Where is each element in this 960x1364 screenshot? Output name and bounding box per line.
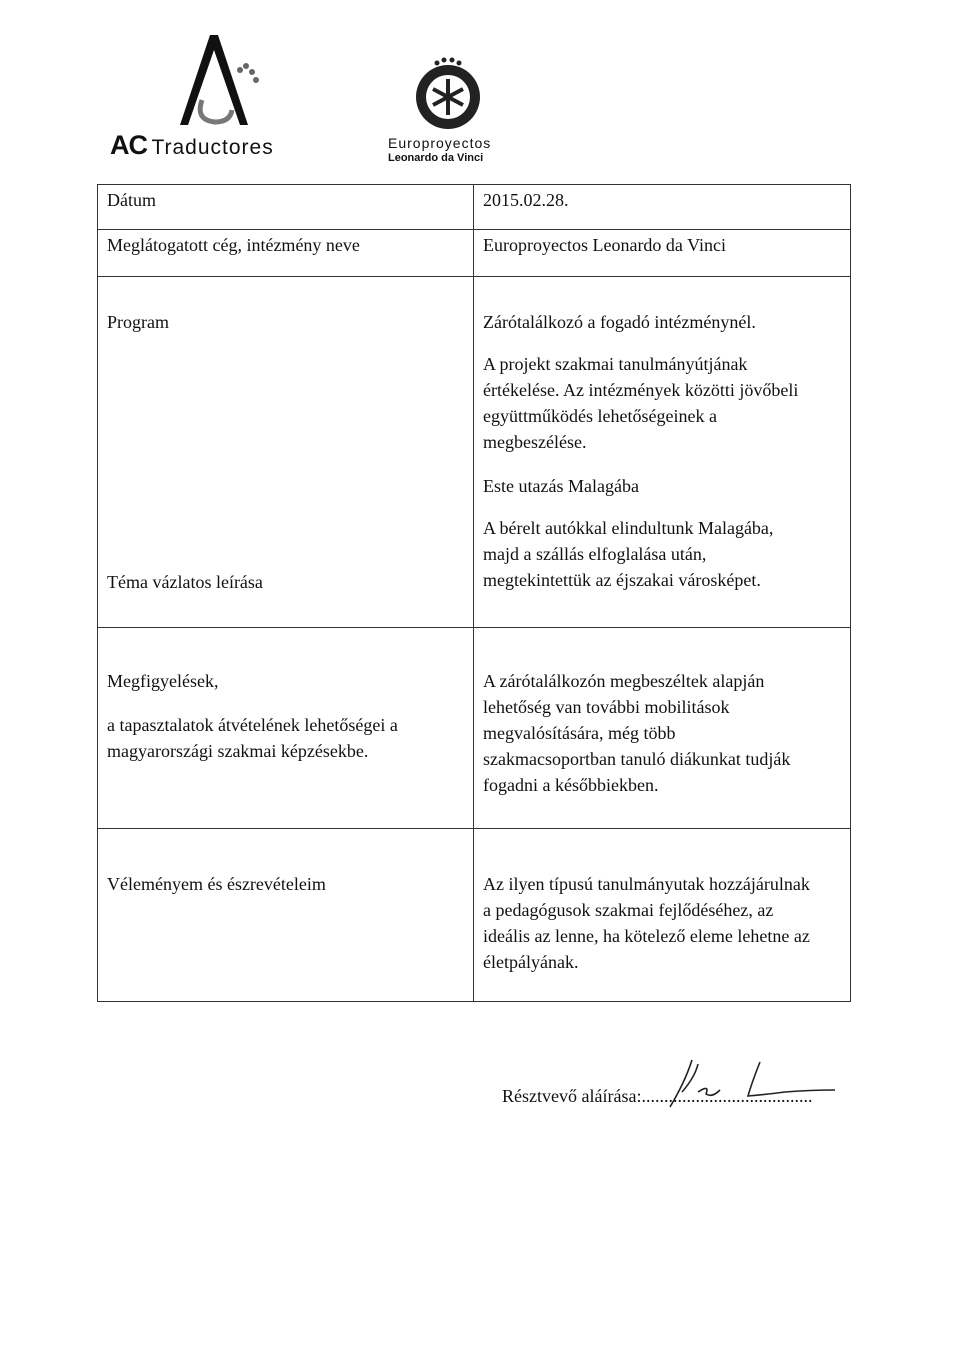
- program-label: Program: [107, 312, 169, 332]
- megfigyelesek-value-line: lehetőség van további mobilitások: [483, 697, 730, 717]
- megfigyelesek-label2: [107, 712, 398, 764]
- megfigyelesek-value-line: megvalósítására, még több: [483, 723, 676, 743]
- ceg-value: Europroyectos Leonardo da Vinci: [483, 235, 727, 255]
- ac-brand-text: [110, 130, 274, 161]
- table-row-velemeny: [98, 829, 851, 1002]
- program-p4-line: megtekintettük az éjszakai városképet.: [483, 570, 761, 590]
- velemeny-value-line: Az ilyen típusú tanulmányutak hozzájárulnak: [483, 874, 810, 894]
- megfigyelesek-value-cell: [474, 628, 851, 829]
- program-p4-line: A bérelt autókkal elindultunk Malagába,: [483, 518, 774, 538]
- velemeny-value-line: ideális az lenne, ha kötelező eleme lehetne az: [483, 926, 810, 946]
- megfigyelesek-value-line: szakmacsoportban tanuló diákunkat tudják: [483, 749, 791, 769]
- europroyectos-emblem-icon: [413, 55, 483, 133]
- ac-brand-bold: AC: [110, 130, 147, 160]
- program-value-cell: [474, 277, 851, 628]
- ceg-value-cell: [474, 230, 851, 277]
- datum-label-cell: [98, 185, 474, 230]
- eu-name: Europroyectos: [388, 135, 492, 151]
- datum-value: 2015.02.28.: [483, 190, 569, 210]
- megfigyelesek-value-line: A zárótalálkozón megbeszéltek alapján: [483, 671, 765, 691]
- megfigyelesek-label2-line: a tapasztalatok átvételének lehetőségei a: [107, 715, 398, 735]
- ac-traductores-logo: [110, 30, 310, 165]
- velemeny-value: [483, 871, 810, 975]
- program-label-cell: [98, 277, 474, 628]
- program-p4-line: majd a szállás elfoglalása után,: [483, 544, 707, 564]
- ac-logo-mark-icon: [170, 30, 260, 130]
- velemeny-label-cell: [98, 829, 474, 1002]
- megfigyelesek-label-cell: [98, 628, 474, 829]
- program-p2: [483, 351, 798, 455]
- velemeny-value-line: életpályának.: [483, 952, 579, 972]
- velemeny-label: Véleményem és észrevételeim: [107, 874, 326, 894]
- handwritten-signature-icon: [660, 1052, 840, 1112]
- velemeny-value-cell: [474, 829, 851, 1002]
- ceg-label: Meglátogatott cég, intézmény neve: [107, 235, 360, 255]
- signature-label: Résztvevő aláírása:: [502, 1086, 642, 1106]
- report-table: [97, 184, 851, 1002]
- datum-value-cell: [474, 185, 851, 230]
- datum-label: Dátum: [107, 190, 156, 210]
- ac-brand-rest: Traductores: [151, 136, 274, 159]
- table-row-megfigyelesek: [98, 628, 851, 829]
- program-p2-line: értékelése. Az intézmények közötti jövőbeli: [483, 380, 799, 400]
- table-row-ceg: [98, 230, 851, 277]
- program-p2-line: együttműködés lehetőségeinek a: [483, 406, 717, 426]
- table-row-datum: [98, 185, 851, 230]
- megfigyelesek-value-line: fogadni a későbbiekben.: [483, 775, 659, 795]
- megfigyelesek-label2-line: magyarországi szakmai képzésekbe.: [107, 741, 369, 761]
- velemeny-value-line: a pedagógusok szakmai fejlődéséhez, az: [483, 900, 774, 920]
- program-p3: Este utazás Malagába: [483, 476, 639, 496]
- program-p2-line: A projekt szakmai tanulmányútjának: [483, 354, 748, 374]
- ceg-label-cell: [98, 230, 474, 277]
- eu-sub: Leonardo da Vinci: [388, 152, 484, 164]
- signature-dots: ......................................: [641, 1086, 813, 1106]
- europroyectos-logo: [388, 55, 538, 170]
- megfigyelesek-label: Megfigyelések,: [107, 671, 219, 691]
- megfigyelesek-value: [483, 668, 790, 798]
- program-p4: [483, 515, 773, 593]
- program-p1: Zárótalálkozó a fogadó intézménynél.: [483, 312, 756, 332]
- tema-label: Téma vázlatos leírása: [107, 572, 263, 592]
- program-p2-line: megbeszélése.: [483, 432, 587, 452]
- table-row-program: [98, 277, 851, 628]
